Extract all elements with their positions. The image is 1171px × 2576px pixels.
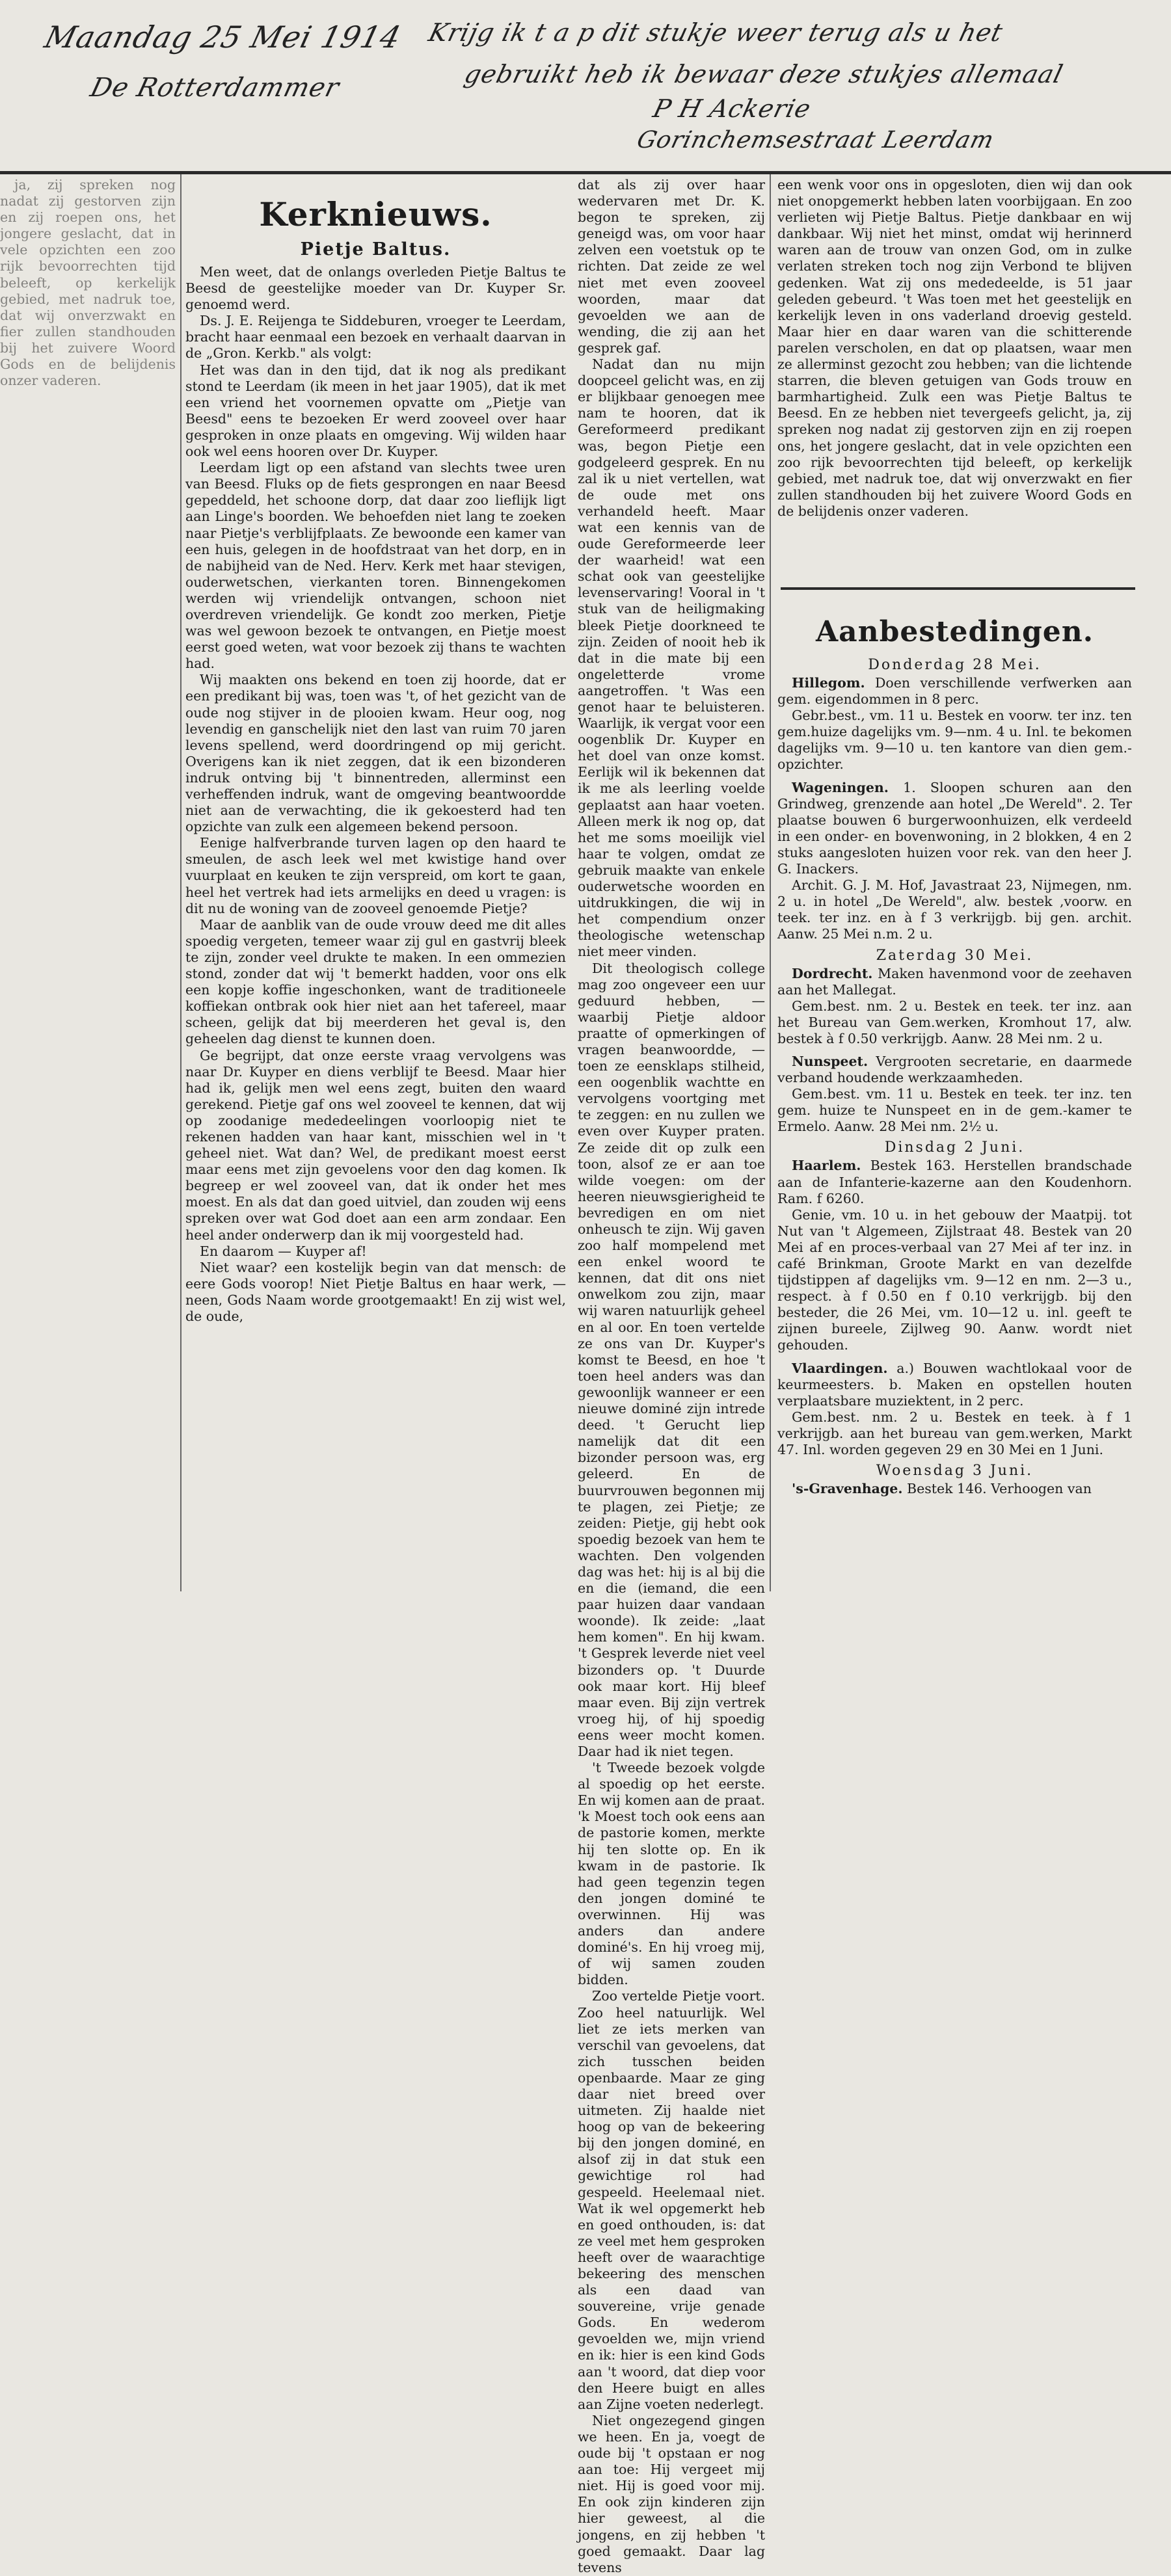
handwritten-note-line-2: gebruikt heb ik bewaar deze stukjes allemaal <box>461 60 1066 88</box>
article-column-1 <box>185 177 566 1325</box>
aanbestedingen-body <box>777 656 1132 1497</box>
tender-entry <box>777 675 1132 708</box>
bleed-through-text: ja, zij spreken nog nadat zij gestorven zijn en zij roepen ons, het jongere geslacht, dat in vele opzichten een zoo rijk bevoorrechten tijd beleeft, op kerkelijk gebied, met nadruk toe, dat wij onverzwakt en fier zullen standhouden bij het zuivere Woord Gods en de belijdenis onzer vaderen. <box>0 177 176 389</box>
tender-place: Haarlem. <box>792 1158 861 1174</box>
article-paragraph: Ge begrijpt, dat onze eerste vraag vervolgens was naar Dr. Kuyper en diens verblijf te Beesd. Maar hier had ik, gelijk men wel eens zegt, buiten den waard gerekend. Pietje gaf ons wel zooveel te kennen, dat wij op zoodanige mededeelingen voorloopig niet te rekenen hadden van haar kant, misschien wel in 't geheel niet. Wat dan? Wel, de predikant moest eerst maar eens met zijn gevoelens voor den dag komen. Ik begreep er wel zooveel van, dat ik onder het mes moest. En als dat dan goed uitviel, dan zouden wij eens spreken over wat God doet aan een arm zondaar. Een heel ander onderwerp dan ik mij voorgesteld had. <box>185 1047 566 1243</box>
tender-entry <box>777 1158 1132 1206</box>
aanbestedingen-title: Aanbestedingen. <box>815 615 1094 648</box>
handwritten-date: Maandag 25 Mei 1914 <box>41 20 405 55</box>
article-paragraph: een wenk voor ons in opgesloten, dien wij dan ook niet onopgemerkt hebben laten voorbijgaan. En zoo verlieten wij Pietje Baltus. Pietje dankbaar en wij dankbaar. Wij niet het minst, omdat wij herinnerd waren aan de trouw van onzen God, om in zulke verlaten streken toch nog zijn Verbond te blijven gedenken. Wat zij ons mededeelde, is 51 jaar geleden gebeurd. 't Was toen met het geestelijk en kerkelijk leven in ons vaderland droevig gesteld. Maar hier en daar waren van die schitterende parelen verscholen, en dat op plaatsen, waar men ze allerminst gezocht zou hebben; van die lichtende starren, die bleven getuigen van Gods trouw en barmhartigheid. Zulk een was Pietje Baltus te Beesd. En ze hebben niet tevergeefs gelicht, ja, zij spreken nog nadat zij gestorven zijn en zij roepen ons, het jongere geslacht, dat in vele opzichten een zoo rijk bevoorrechten tijd beleeft, op kerkelijk gebied, met nadruk toe, dat wij onverzwakt en fier zullen standhouden bij het zuivere Woord Gods en de belijdenis onzer vaderen. <box>777 177 1132 519</box>
tender-detail: Gem.best. vm. 11 u. Bestek en teek. ter inz. ten gem. huize te Nunspeet en in de gem.-kamer te Ermelo. Aanw. 28 Mei nm. 2½ u. <box>777 1086 1132 1135</box>
tender-entry <box>777 1361 1132 1409</box>
day-heading: Woensdag 3 Juni. <box>876 1463 1034 1480</box>
tender-detail: Gem.best. nm. 2 u. Bestek en teek. ter inz. aan het Bureau van Gem.werken, Kromhout 17, alw. bestek à f 0.50 verkrijgb. Aanw. 28 Mei nm. 2 u. <box>777 998 1132 1046</box>
article-column-3 <box>777 177 1132 580</box>
article-paragraph: 't Tweede bezoek volgde al spoedig op het eerste. En wij komen aan de praat. 'k Moest toch ook eens aan de pastorie komen, merkte hij ten slotte op. En ik kwam in de pastorie. Ik had geen tegenzin tegen den jongen dominé te overwinnen. Hij was anders dan andere dominé's. En hij vroeg mij, of wij samen zouden bidden. <box>578 1760 765 1988</box>
tender-description: Maken havenmond voor de zeehaven aan het Mallegat. <box>777 965 1132 998</box>
tender-detail: Gebr.best., vm. 11 u. Bestek en voorw. ter inz. ten gem.huize dagelijks vm. 9—nm. 4 u. Inl. te bekomen dagelijks vm. 9—10 u. ten kantore van dien gem.-opzichter. <box>777 708 1132 773</box>
tender-description: Bestek 163. Herstellen brandschade aan de Infanterie-kazerne aan den Koudenhorn. Ram. f 6260. <box>777 1158 1132 1206</box>
tender-entry <box>777 966 1132 998</box>
tender-place: Hillegom. <box>792 675 865 691</box>
day-heading: Dinsdag 2 Juni. <box>884 1139 1025 1156</box>
handwritten-note-line-1: Krijg ik t a p dit stukje weer terug als u het <box>425 18 1006 47</box>
article-paragraph: Eenige halfverbrande turven lagen op den haard te smeulen, de asch leek wel met kwistige hand over vuurplaat en keuken te zijn verspreid, om kort te gaan, heel het vertrek had iets armelijks en deed u vragen: is dit nu de woning van de zooveel genoemde Pietje? <box>185 835 566 916</box>
section-title: Kerknieuws. <box>259 195 492 233</box>
article-paragraph: Het was dan in den tijd, dat ik nog als predikant stond te Leerdam (ik meen in het jaar 1905), dat ik met een vriend het voornemen opvatte om „Pietje van Beesd" eens te bezoeken Er werd zooveel over haar gesproken in onze plaats en omgeving. Wij wilden haar ook wel eens hooren over Dr. Kuyper. <box>185 362 566 460</box>
section-divider-rule <box>781 587 1135 590</box>
article-paragraph: En daarom — Kuyper af! <box>200 1243 367 1259</box>
tender-place: 's-Gravenhage. <box>792 1481 903 1497</box>
tender-description: 1. Sloopen schuren aan den Grindweg, grenzende aan hotel „De Wereld". 2. Ter plaatse bouwen 6 burgerwoonhuizen, elk verdeeld in een onder- en bovenwoning, in 2 blokken, 4 en 2 stuks aangesloten huizen voor rek. van den heer J. G. Inackers. <box>777 779 1132 877</box>
tender-place: Nunspeet. <box>792 1053 868 1069</box>
article-title: Pietje Baltus. <box>300 239 451 259</box>
tender-description: Bestek 146. Verhoogen van <box>902 1481 1092 1497</box>
bleed-through-column <box>0 177 176 389</box>
tender-description: Vergrooten secretarie, en daarmede verband houdende werkzaamheden. <box>777 1053 1132 1086</box>
column-rule-2 <box>770 174 771 1591</box>
tender-detail: Genie, vm. 10 u. in het gebouw der Maatpij. tot Nut van 't Algemeen, Zijlstraat 48. Bestek van 20 Mei af en proces-verbaal van 27 Mei af ter inz. in café Brinkman, Groote Markt en van dezelfde tijdstippen af dagelijks vm. 9—12 en nm. 2—3 u., respect. à f 0.50 en f 0.10 verkrijgb. bij den besteder, die 26 Mei, vm. 10—12 u. inl. geeft te zijnen bureele, Zijlweg 90. Aanw. wordt niet gehouden. <box>777 1206 1132 1353</box>
article-paragraph: Maar de aanblik van de oude vrouw deed me dit alles spoedig vergeten, temeer waar zij gul en gastvrij bleek te zijn, zonder veel drukte te maken. In een ommezien stond, zonder dat wij 't bemerkt hadden, voor ons elk een kopje koffie ingeschonken, want de traditioneele koffiekan ontbrak ook hier niet aan het tafereel, maar scheen, gelijk dat bij meerderen het geval is, den geheelen dag dienst te kunnen doen. <box>185 916 566 1047</box>
aanbestedingen-section <box>777 605 1132 1497</box>
article-paragraph: Nadat dan nu mijn doopceel gelicht was, en zij er blijkbaar genoegen mee nam te hooren, dat ik Gereformeerd predikant was, begon Pietje een godgeleerd gesprek. En nu zal ik u niet vertellen, wat de oude met ons verhandeld heeft. Maar wat een kennis van de oude Gereformeerde leer der waarheid! wat een schat ook van geestelijke levenservaring! Vooral in 't stuk van de heiligmaking bleek Pietje doorkneed te zijn. Zeiden of nooit heb ik dat in die mate bij een ongeletterde vrome aangetroffen. 't Was een genot haar te beluisteren. Waarlijk, ik vergat voor een oogenblik Dr. Kuyper en het doel van onze komst. Eerlijk wil ik bekennen dat ik me als leerling voelde geplaatst aan haar voeten. Alleen merk ik nog op, dat het me soms moeilijk viel haar te volgen, omdat ze gebruik maakte van enkele ouderwetsche woorden en uitdrukkingen, die wij in het compendium onzer theologische wetenschap niet meer vinden. <box>578 356 765 960</box>
tender-detail: Archit. G. J. M. Hof, Javastraat 23, Nijmegen, nm. 2 u. in hotel „De Wereld", alw. bestek ,voorw. en teek. ter inz. en à f 3 verkrijgb. bij gen. archit. Aanw. 25 Mei n.m. 2 u. <box>777 877 1132 942</box>
article-paragraph: Dit theologisch college mag zoo ongeveer een uur geduurd hebben, — waarbij Pietje aldoor praatte of opmerkingen of vragen beanwoordde, — toen ze eensklaps stilheid, een oogenblik wachtte en vervolgens voortging met te zeggen: en nu zullen we even over Kuyper praten. Ze zeide dit op zulk een toon, alsof ze er aan toe wilde voegen: om der heeren nieuwsgierigheid te bevredigen en om niet onheusch te zijn. Wij gaven zoo half mompelend met een enkel woord te kennen, dat dit ons niet onwelkom zou zijn, maar wij waren natuurlijk geheel en al oor. En toen vertelde ze ons van Dr. Kuyper's komst te Beesd, en hoe 't toen heel anders was dan gewoonlijk wanneer er een nieuwe dominé zijn intrede deed. 't Gerucht liep namelijk dat dit een bizonder persoon was, erg geleerd. En de buurvrouwen begonnen mij te plagen, zei Pietje; ze zeiden: Pietje, gij hebt ook spoedig bezoek van hem te wachten. Den volgenden dag was het: hij is al bij die en die (iemand, die een paar huizen daar vandaan woonde). Ik zeide: „laat hem komen". En hij kwam. 't Gesprek leverde niet veel bizonders op. 't Duurde ook maar kort. Hij bleef maar even. Bij zijn vertrek vroeg hij, of hij spoedig eens weer mocht komen. Daar had ik niet tegen. <box>578 960 765 1759</box>
tender-place: Wageningen. <box>792 779 889 795</box>
tender-entry <box>777 1481 1132 1497</box>
article-paragraph: Niet waar? een kostelijk begin van dat mensch: de eere Gods voorop! Niet Pietje Baltus en haar werk, — neen, Gods Naam worde grootgemaakt! En zij wist wel, de oude, <box>185 1259 566 1324</box>
article-column-middle-column-text <box>578 177 765 2576</box>
handwritten-signature: P H Ackerie <box>650 94 814 123</box>
article-paragraph: dat als zij over haar wedervaren met Dr. K. begon te spreken, zij geneigd was, om voor haar zelven een voetstuk op te richten. Dat zeide ze wel niet met even zooveel woorden, maar dat gevoelden we aan de wending, die zij aan het gesprek gaf. <box>578 177 765 356</box>
tender-place: Vlaardingen. <box>792 1360 888 1376</box>
tender-description: Doen verschillende verfwerken aan gem. eigendommen in 8 perc. <box>777 675 1132 708</box>
handwritten-newspaper-name: De Rotterdammer <box>87 73 343 103</box>
tender-description: a.) Bouwen wachtlokaal voor de keurmeesters. b. Maken en opstellen houten verplaatsbare muziektent, in 2 perc. <box>777 1360 1132 1409</box>
tender-detail: Gem.best. nm. 2 u. Bestek en teek. à f 1 verkrijgb. aan het bureau van gem.werken, Markt 47. Inl. worden gegeven 29 en 30 Mei en 1 Juni. <box>777 1409 1132 1458</box>
day-heading: Zaterdag 30 Mei. <box>876 947 1034 964</box>
top-rule <box>0 171 1171 174</box>
article-paragraph: Wij maakten ons bekend en toen zij hoorde, dat er een predikant bij was, toen was 't, of het gezicht van de oude nog stijver in de plooien kwam. Heur oog, nog levendig en ganschelijk niet den last van ruim 70 jaren levens spellend, werd doordringend op mij gericht. Overigens kan ik niet zeggen, dat ik een bizonderen indruk ontving bij 't binnentreden, allerminst een verheffenden indruk, want de omgeving beantwoordde niet aan de verwachting, die ik gekoesterd had ten opzichte van zulk een algemeen bekend persoon. <box>185 672 566 835</box>
handwritten-signature-place: Gorinchemsestraat Leerdam <box>634 127 997 153</box>
article-paragraph: Ds. J. E. Reijenga te Siddeburen, vroeger te Leerdam, bracht haar eenmaal een bezoek en verhaalt daarvan in de „Gron. Kerkb." als volgt: <box>185 313 566 362</box>
article-paragraph: Zoo vertelde Pietje voort. Zoo heel natuurlijk. Wel liet ze iets merken van verschil van gevoelens, dat zich tusschen beiden openbaarde. Maar ze ging daar niet breed over uitmeten. Zij haalde niet hoog op van de bekeering bij den jongen dominé, en alsof zij in dat stuk een gewichtige rol had gespeeld. Heelemaal niet. Wat ik wel opgemerkt heb en goed onthouden, is: dat ze veel met hem gesproken heeft over de waarachtige bekeering des menschen als een daad van souvereine, vrije genade Gods. En wederom gevoelden we, mijn vriend en ik: hier is een kind Gods aan 't woord, dat diep voor den Heere buigt en alles aan Zijne voeten nederlegt. <box>578 1988 765 2412</box>
article-paragraph: Men weet, dat de onlangs overleden Pietje Baltus te Beesd de geestelijke moeder van Dr. Kuyper Sr. genoemd werd. <box>185 264 566 313</box>
tender-entry <box>777 780 1132 878</box>
article-paragraph: Leerdam ligt op een afstand van slechts twee uren van Beesd. Fluks op de fiets gesprongen en naar Beesd gepeddeld, het schoone dorp, dat daar zoo lieflijk ligt aan Linge's boorden. We behoefden niet lang te zoeken naar Pietje's verblijfplaats. Ze bewoonde een kamer van een huis, gelegen in de hoofdstraat van het dorp, en in de nabijheid van de Ned. Herv. Kerk met haar stevigen, ouderwetschen, vierkanten toren. Binnengekomen werden wij vriendelijk ontvangen, schoon niet overdreven vriendelijk. Ge kondt zoo merken, Pietje was wel gewoon bezoek te ontvangen, en Pietje moest eerst goed weten, wat voor bezoek zij thans te wachten had. <box>185 460 566 672</box>
article-paragraph: Niet ongezegend gingen we heen. En ja, voegt de oude bij 't opstaan er nog aan toe: Hij vergeet mij niet. Hij is goed voor mij. En ook zijn kinderen zijn hier geweest, al die jongens, en zij hebben 't goed gemaakt. Daar lag tevens <box>578 2412 765 2575</box>
tender-entry <box>777 1054 1132 1086</box>
tender-place: Dordrecht. <box>792 965 873 981</box>
day-heading: Donderdag 28 Mei. <box>868 657 1042 673</box>
column-rule-1 <box>180 174 182 1591</box>
